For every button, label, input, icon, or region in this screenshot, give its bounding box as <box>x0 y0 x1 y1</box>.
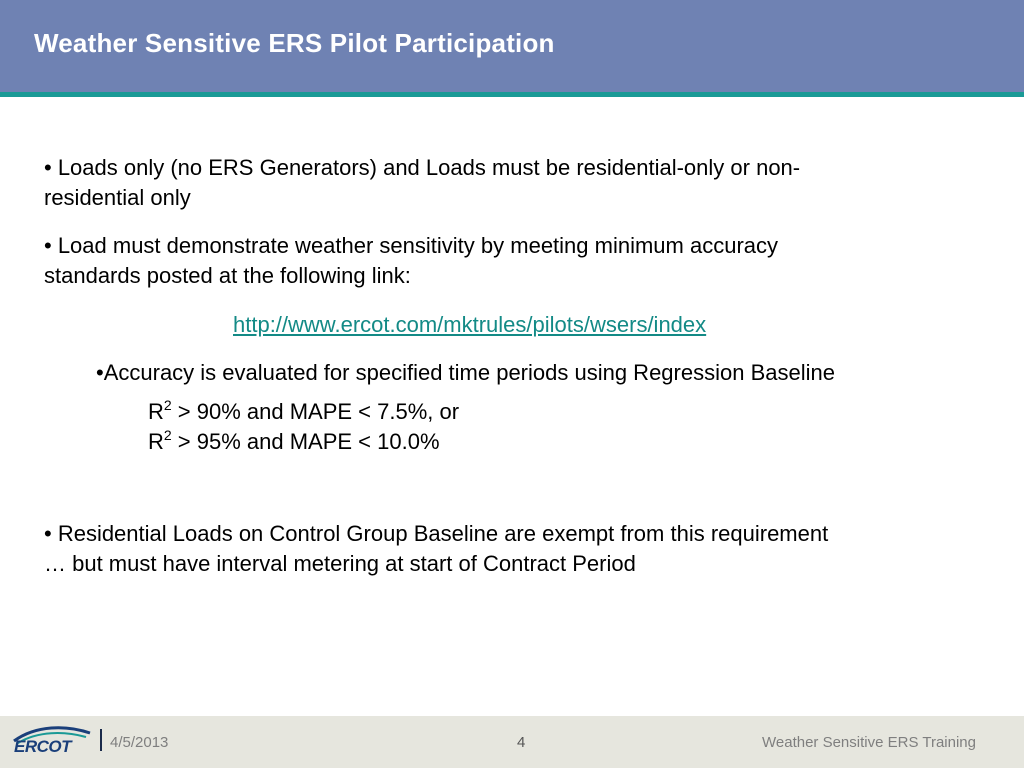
bullet-loads-only-line-1: • Loads only (no ERS Generators) and Loads must be residential-only or non- <box>44 155 801 180</box>
ercot-logo-text: ERCOT <box>14 737 71 756</box>
r-symbol: R <box>148 399 164 424</box>
footer-divider <box>100 729 102 751</box>
r-symbol: R <box>148 429 164 454</box>
wsers-link-line <box>233 310 706 340</box>
criteria-text: > 90% and MAPE < 7.5%, or <box>171 399 460 424</box>
superscript: 2 <box>163 426 172 443</box>
bullet-weather-sensitivity-line-2: standards posted at the following link: <box>44 263 411 288</box>
sub-bullet-accuracy: •Accuracy is evaluated for specified time periods using Regression Baseline <box>96 360 835 385</box>
bullet-residential-exempt-line-2: … but must have interval metering at start of Contract Period <box>44 551 636 576</box>
superscript: 2 <box>163 396 172 413</box>
bullet-weather-sensitivity-line-1: • Load must demonstrate weather sensitivity by meeting minimum accuracy <box>44 233 779 258</box>
bullet-residential-exempt-line-1: • Residential Loads on Control Group Baseline are exempt from this requirement <box>44 521 829 546</box>
bullet-loads-only-line-2: residential only <box>44 185 191 210</box>
footer-date: 4/5/2013 <box>110 734 169 751</box>
slide-title: Weather Sensitive ERS Pilot Participation <box>34 28 555 58</box>
criteria-text: > 95% and MAPE < 10.0% <box>171 429 440 454</box>
footer-presentation-title: Weather Sensitive ERS Training <box>762 734 976 751</box>
criteria-line-1 <box>148 397 459 427</box>
page-number: 4 <box>517 734 526 751</box>
wsers-index-link[interactable]: http://www.ercot.com/mktrules/pilots/wsers/index <box>233 312 707 337</box>
criteria-line-2 <box>148 427 440 457</box>
